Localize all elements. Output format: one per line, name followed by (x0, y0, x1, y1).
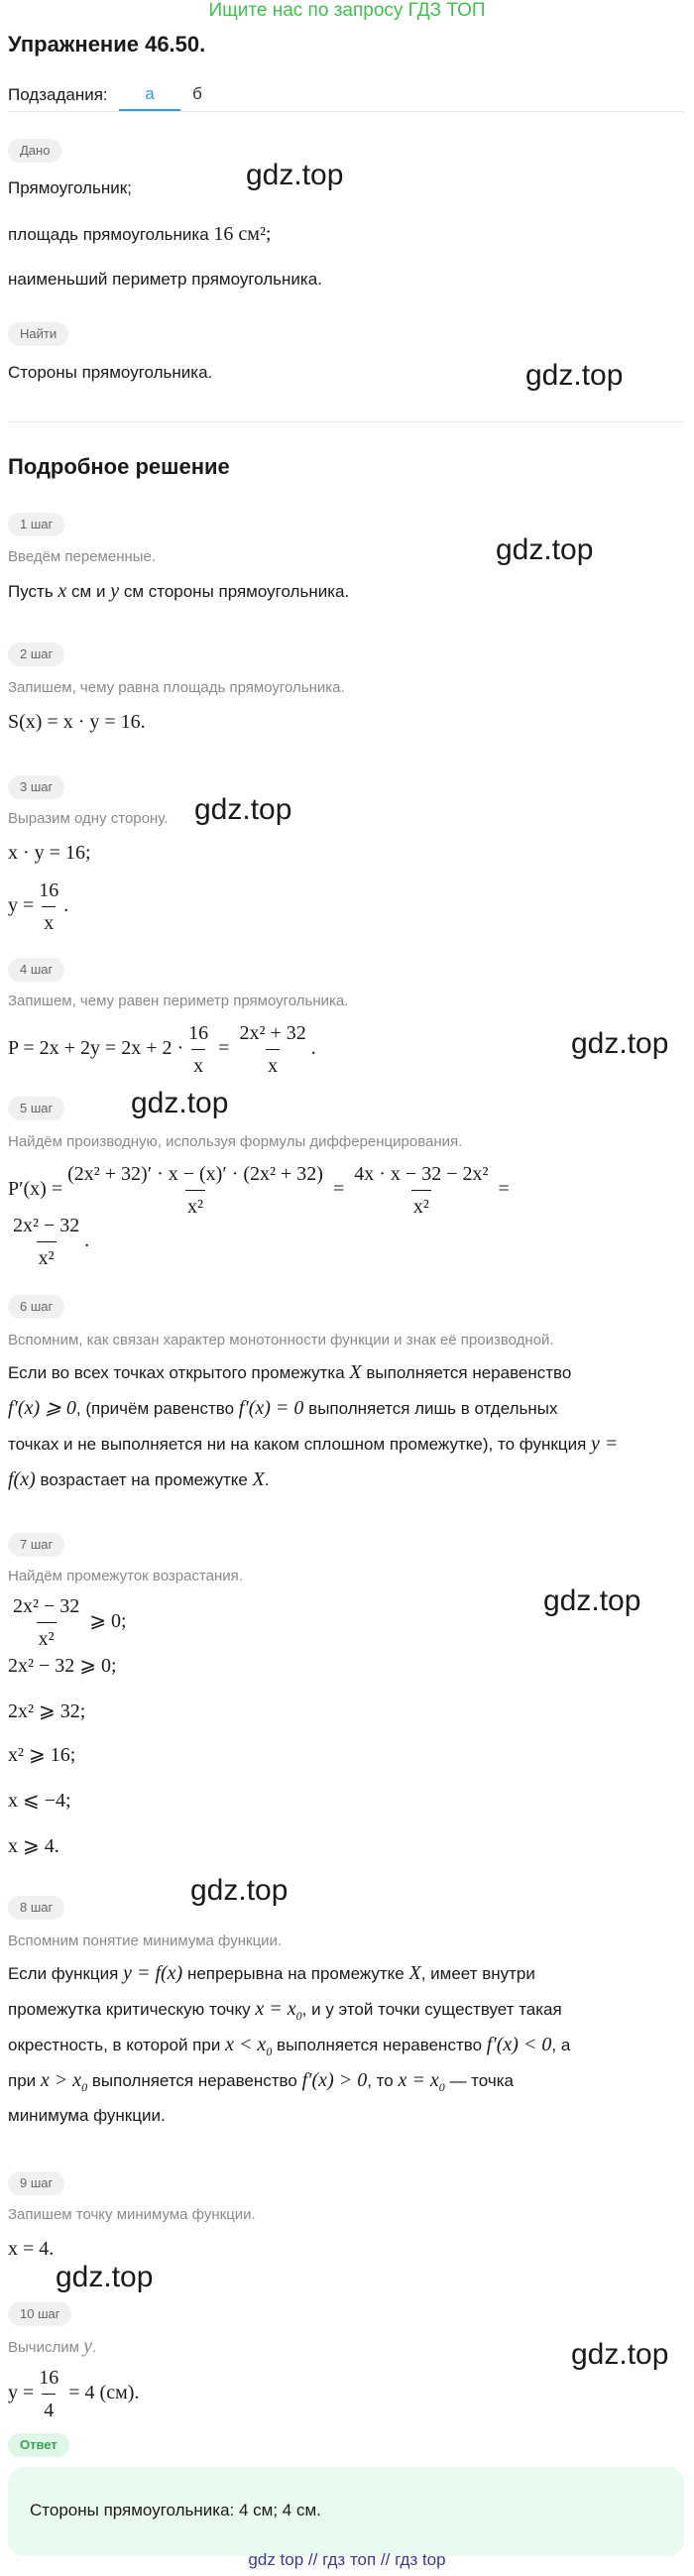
fraction-denominator: x (266, 1049, 280, 1080)
find-line-1: Стороны прямоугольника. (8, 363, 213, 382)
step-8-line-2: промежутка критическую точку $x = x_0$, и у этой точки существует такая (8, 1998, 562, 2023)
text: непрерывна на промежутке (186, 1964, 405, 1983)
formula-rhs: ⩾ 0; (89, 1610, 127, 1633)
subtasks-label: Подзадания: (8, 85, 108, 104)
text: точках и не выполняется ни на каком сплошном промежутке), то функция (8, 1435, 587, 1454)
text: выполняется лишь в отдельных (308, 1399, 558, 1418)
step-5-formula-cont: $\frac{\text{2x² − 32}}{\text{x²}}$ . (8, 1212, 89, 1272)
watermark: gdz.top (194, 793, 292, 826)
step-9-pill: 9 шаг (8, 2171, 64, 2195)
step-8-pill: 8 шаг (8, 1896, 64, 1920)
step-1-t3: см стороны прямоугольника. (123, 582, 350, 601)
step-6-line-3: точках и не выполняется ни на каком сплошном промежутке), то функция y = (8, 1433, 619, 1455)
divider (8, 111, 684, 112)
text: возрастает на промежутке (40, 1470, 248, 1489)
given-line-1: Прямоугольник; (8, 178, 132, 197)
step-1-text: Пусть x см и y см стороны прямоугольника. (8, 580, 350, 602)
watermark: gdz.top (496, 533, 594, 566)
step-9-note: Запишем точку минимума функции. (8, 2206, 256, 2223)
text: а (560, 2036, 571, 2054)
step-4-pill: 4 шаг (8, 958, 64, 982)
fraction-denominator: x² (37, 1622, 57, 1653)
step-3-formula-2: y = $\frac{16}{x}$ . (8, 877, 68, 937)
formula-rhs: = 4 (см). (68, 2382, 140, 2404)
promo-banner[interactable]: Ищите нас по запросу ГДЗ ТОП (208, 0, 486, 21)
formula-lhs: P′(x) = (8, 1178, 63, 1201)
step-6-pill: 6 шаг (8, 1295, 64, 1319)
watermark: gdz.top (571, 1027, 669, 1060)
text: выполняется неравенство (91, 2071, 297, 2090)
fraction-denominator: x² (37, 1241, 57, 1272)
fraction-denominator: 4 (42, 2394, 56, 2424)
step-4-formula: P = 2x + 2y = 2x + 2 · $\frac{16}{x}$ = $\frac{\text{2x² + 32}}{x}$ . (8, 1019, 316, 1080)
fraction-denominator: x² (185, 1190, 205, 1221)
fraction-numerator: 16 (188, 1022, 209, 1044)
step-1-note: Введём переменные. (8, 548, 157, 565)
step-2-note: Запишем, чему равна площадь прямоугольника. (8, 679, 345, 696)
step-6-line-2: f′(x) ⩾ 0, (причём равенство f′(x) = 0 выполняется лишь в отдельных (8, 1397, 558, 1419)
watermark: gdz.top (525, 359, 624, 392)
text: и у этой точки существует такая (311, 2000, 562, 2019)
solution-title: Подробное решение (8, 454, 230, 479)
step-8-line-5: минимума функции. (8, 2106, 166, 2125)
step-7-formula-6: x ⩾ 4. (8, 1835, 59, 1857)
fraction-denominator: x (191, 1049, 205, 1080)
fraction-numerator: 4x · x − 32 − 2x² (354, 1163, 489, 1185)
step-7-pill: 7 шаг (8, 1533, 64, 1557)
fraction-numerator: 16 (39, 2367, 59, 2389)
step-7-formula-4: x² ⩾ 16; (8, 1744, 76, 1766)
given-line-2-text: площадь прямоугольника (8, 225, 209, 244)
fraction-numerator: 16 (39, 879, 59, 901)
given-pill: Дано (8, 139, 61, 163)
step-1-pill: 1 шаг (8, 513, 64, 536)
fraction-denominator: x (42, 906, 56, 937)
step-2-pill: 2 шаг (8, 643, 64, 666)
text: выполняется неравенство (277, 2036, 483, 2054)
fraction-numerator: 2x² + 32 (239, 1022, 306, 1044)
given-area-value: 16 см²; (213, 223, 272, 245)
exercise-title: Упражнение 46.50. (8, 32, 206, 57)
step-2-formula: S(x) = x · y = 16. (8, 711, 146, 733)
step-10-note: Вычислим y. (8, 2335, 97, 2357)
watermark: gdz.top (131, 1087, 229, 1119)
text: — точка (449, 2071, 514, 2090)
answer-pill: Ответ (8, 2433, 69, 2457)
text: окрестность, в которой при (8, 2036, 221, 2054)
text: при (8, 2071, 37, 2090)
step-4-note: Запишем, чему равен периметр прямоугольника. (8, 993, 349, 1009)
text: Если функция (8, 1964, 119, 1983)
answer-text: Стороны прямоугольника: 4 см; 4 см. (30, 2501, 321, 2519)
formula-lhs: P = 2x + 2y = 2x + 2 · (8, 1037, 184, 1060)
fraction-numerator: 2x² − 32 (13, 1215, 80, 1236)
tab-subtask-a[interactable]: а (119, 77, 180, 111)
step-7-formula-3: 2x² ⩾ 32; (8, 1700, 86, 1722)
watermark: gdz.top (56, 2261, 154, 2293)
step-7-note: Найдём промежуток возрастания. (8, 1568, 243, 1584)
step-10-pill: 10 шаг (8, 2302, 71, 2326)
step-6-line-4: f(x) возрастает на промежутке X. (8, 1468, 270, 1490)
step-5-pill: 5 шаг (8, 1097, 64, 1120)
step-10-formula (8, 2364, 139, 2424)
text: (причём равенство (85, 1399, 235, 1418)
fraction-denominator: x² (411, 1190, 431, 1221)
step-3-note: Выразим одну сторону. (8, 810, 169, 827)
step-5-note: Найдём производную, используя формулы дифференцирования. (8, 1133, 463, 1150)
step-7-formula-1 (8, 1592, 127, 1653)
step-7-formula-5: x ⩽ −4; (8, 1790, 71, 1812)
formula-lhs: y = (8, 2382, 35, 2404)
given-line-2 (8, 220, 272, 249)
step-8-line-4: при $x > x_0$ выполняется неравенство f′(x) > 0, то $x = x_0$ — точка (8, 2069, 514, 2094)
step-6-note: Вспомним, как связан характер монотонности функции и знак её производной. (8, 1332, 554, 1348)
text: Если во всех точках открытого промежутка (8, 1363, 345, 1382)
step-6-line-1: Если во всех точках открытого промежутка X выполняется неравенство (8, 1361, 572, 1383)
step-3-pill: 3 шаг (8, 775, 64, 799)
watermark: gdz.top (246, 159, 344, 191)
text: Вычислим (8, 2339, 79, 2356)
watermark: gdz.top (543, 1584, 641, 1617)
step-8-line-3: окрестность, в которой при $x < x_0$ выполняется неравенство f′(x) < 0, а (8, 2034, 571, 2058)
step-8-note: Вспомним понятие минимума функции. (8, 1932, 283, 1949)
footer-links[interactable]: gdz top // гдз топ // гдз top (248, 2550, 446, 2569)
tab-subtask-b[interactable]: б (192, 84, 202, 103)
watermark: gdz.top (571, 2338, 669, 2371)
step-3-formula-1: x · y = 16; (8, 842, 91, 864)
text: выполняется неравенство (366, 1363, 572, 1382)
watermark: gdz.top (190, 1874, 289, 1907)
text: то (376, 2071, 394, 2090)
find-pill: Найти (8, 322, 68, 346)
formula-lhs: y = (8, 894, 35, 917)
step-1-t1: Пусть (8, 582, 54, 601)
given-line-3: наименьший периметр прямоугольника. (8, 270, 322, 289)
text: имеет внутри (430, 1964, 535, 1983)
divider (8, 421, 684, 422)
step-7-formula-2: 2x² − 32 ⩾ 0; (8, 1655, 117, 1677)
step-5-formula: P′(x) = $\frac{\text{(2x² + 32)′ · x − (x)′ · (2x² + 32)}}{\text{x²}}$ = $\frac{\text{4x · x − 32 − 2x²}}{\text{x²}}$ = (8, 1160, 510, 1221)
step-1-t2: см и (71, 582, 106, 601)
fraction-numerator: 2x² − 32 (13, 1595, 80, 1617)
step-8-line-1: Если функция y = f(x) непрерывна на промежутке X, имеет внутри (8, 1962, 535, 1984)
step-9-formula: x = 4. (8, 2238, 55, 2260)
text: промежутка критическую точку (8, 2000, 251, 2019)
fraction-numerator: (2x² + 32)′ · x − (x)′ · (2x² + 32) (67, 1163, 323, 1185)
